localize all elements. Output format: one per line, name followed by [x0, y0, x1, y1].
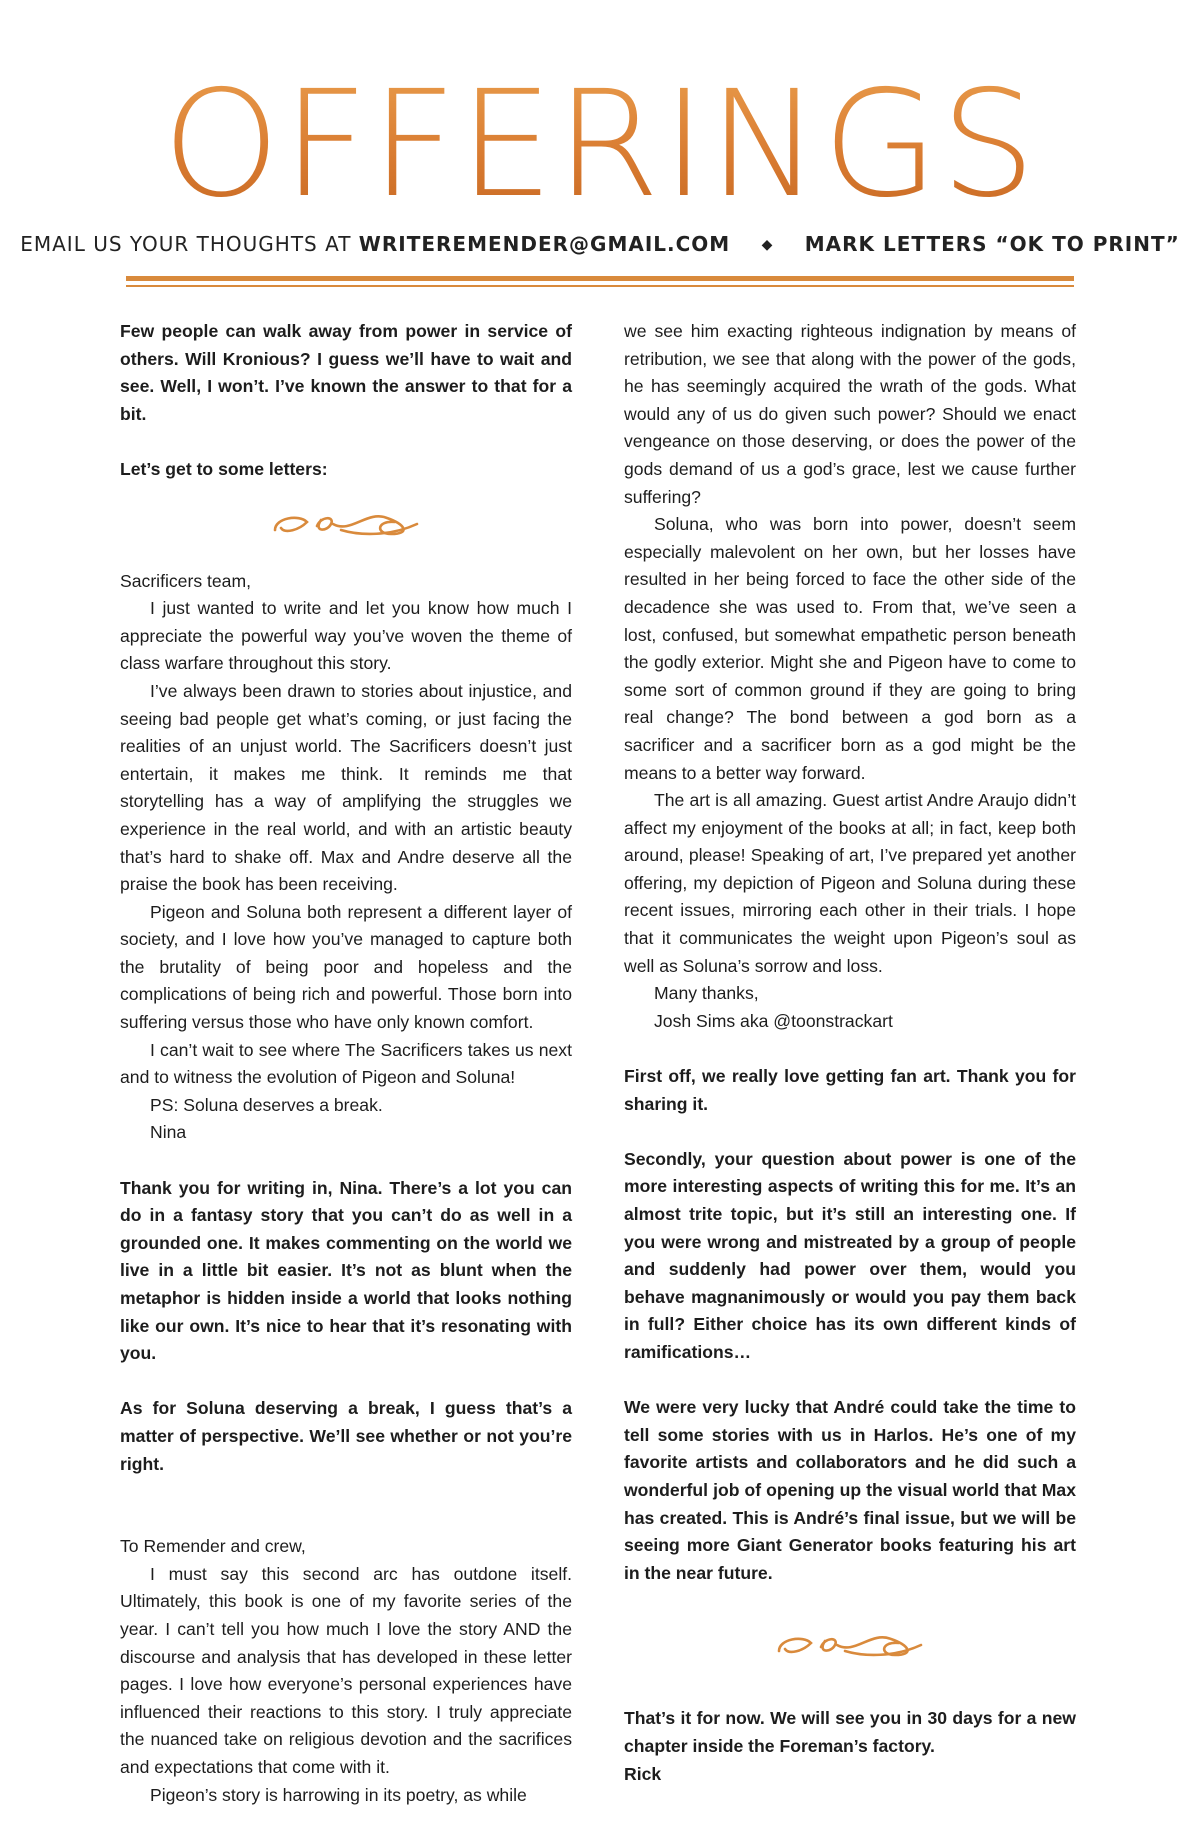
- flourish-ornament-icon: [271, 504, 421, 540]
- separator-dot-icon: ◆: [761, 237, 774, 253]
- email-prefix: EMAIL US YOUR THOUGHTS AT: [20, 232, 352, 256]
- letter1-paragraph: I can’t wait to see where The Sacrificers takes us next and to witness the evolution of Pigeon and Soluna!: [120, 1039, 572, 1088]
- divider-rule-top: [126, 276, 1074, 281]
- flourish-ornament-icon: [775, 1625, 925, 1661]
- letter2-paragraph: I must say this second arc has outdone itself. Ultimately, this book is one of my favorite series of the year. I can’t tell you how much I love the story AND the discourse and analysis that has developed in these letter pages. I love how everyone’s personal experiences have influenced their reactions to this story. I truly appreciate the nuanced take on religious devotion and the sacrifices and expectations that come with it.: [120, 1563, 572, 1777]
- letter1-paragraph: Pigeon and Soluna both represent a different layer of society, and I love how you’ve managed to capture both the brutality of being poor and hopeless and the complications of being rich and powerful. Those born into suffering versus those who have only known comfort.: [120, 901, 572, 1033]
- letter2-salutation: To Remender and crew,: [120, 1536, 306, 1557]
- letter1-postscript: PS: Soluna deserves a break.: [150, 1094, 383, 1115]
- email-address[interactable]: WRITEREMENDER@GMAIL.COM: [358, 232, 731, 256]
- reply2-paragraph: We were very lucky that André could take the time to tell some stories with us in Harlos. He’s one of my favorite artists and collaborators and he did such a wonderful job of opening up the visual world that Max has created. This is André’s final issue, but we will be seeing more Giant Generator books featuring his art in the near future.: [624, 1397, 1076, 1583]
- closing-signature: Rick: [624, 1763, 662, 1784]
- intro-paragraph: Few people can walk away from power in service of others. Will Kronious? I guess we’ll have to wait and see. Well, I won’t. I’ve known the answer to that for a bit.: [120, 321, 572, 424]
- divider-rule-bottom: [126, 285, 1074, 287]
- letter1-signature: Nina: [150, 1122, 187, 1143]
- reply1-paragraph: As for Soluna deserving a break, I guess that’s a matter of perspective. We’ll see whether or not you’re right.: [120, 1398, 572, 1474]
- mark-letters-note: MARK LETTERS “OK TO PRINT”: [804, 232, 1180, 256]
- letter2-paragraph: The art is all amazing. Guest artist Andre Araujo didn’t affect my enjoyment of the books at all; in fact, keep both around, please! Speaking of art, I’ve prepared yet another offering, my depiction of Pigeon and Soluna during these recent issues, mirroring each other in their trials. I hope that it communicates the weight upon Pigeon’s soul as well as Soluna’s sorrow and loss.: [624, 790, 1076, 976]
- letter2-signature: Josh Sims aka @toonstrackart: [654, 1010, 893, 1031]
- page-title: OFFERINGS: [0, 72, 1200, 219]
- closing-paragraph: That’s it for now. We will see you in 30 days for a new chapter inside the Foreman’s factory.: [624, 1708, 1076, 1756]
- reply2-paragraph: Secondly, your question about power is one of the more interesting aspects of writing this for me. It’s an almost trite topic, but it’s still an interesting one. If you were wrong and mistreated by a group of people and suddenly had power over them, would you behave magnanimously or would you pay them back in full? Either choice has its own different kinds of ramifications…: [624, 1148, 1076, 1362]
- reply2-paragraph: First off, we really love getting fan art. Thank you for sharing it.: [624, 1066, 1076, 1114]
- letter2-paragraph: Pigeon’s story is harrowing in its poetry, as while: [150, 1784, 527, 1805]
- reply1-paragraph: Thank you for writing in, Nina. There’s a lot you can do in a fantasy story that you can’t do as well in a grounded one. It makes commenting on the world we live in a little bit easier. It’s not as blunt when the metaphor is hidden inside a world that looks nothing like our own. It’s nice to hear that it’s resonating with you.: [120, 1177, 572, 1364]
- letter2-continued: we see him exacting righteous indignation by means of retribution, we see that along with the power of the gods, he has seemingly acquired the wrath of the gods. What would any of us do given such power? Should we enact vengeance on those deserving, or does the power of the gods demand of us a god’s grace, lest we cause further suffering?: [624, 321, 1076, 507]
- letter2-closing: Many thanks,: [654, 983, 759, 1004]
- left-column: [120, 318, 572, 1809]
- right-column: [624, 318, 1076, 1788]
- intro-lead-in: Let’s get to some letters:: [120, 458, 328, 479]
- letter2-paragraph: Soluna, who was born into power, doesn’t seem especially malevolent on her own, but her losses have resulted in her being forced to face the other side of the decadence she was used to. From that, we’ve seen a lost, confused, but somewhat empathetic person beneath the godly exterior. Might she and Pigeon have to come to some sort of common ground if they are going to bring real change? The bond between a god born as a sacrificer and a sacrificer born as a god might be the means to a better way forward.: [624, 514, 1076, 783]
- letter1-salutation: Sacrificers team,: [120, 570, 252, 591]
- letter1-paragraph: I’ve always been drawn to stories about injustice, and seeing bad people get what’s coming, or just facing the realities of an unjust world. The Sacrificers doesn’t just entertain, it makes me think. It reminds me that storytelling has a way of amplifying the struggles we experience in the real world, and with an artistic beauty that’s hard to shake off. Max and Andre deserve all the praise the book has been receiving.: [120, 680, 572, 895]
- letter1-paragraph: I just wanted to write and let you know how much I appreciate the powerful way you’ve woven the theme of class warfare throughout this story.: [120, 598, 572, 674]
- subheader: [0, 232, 1200, 256]
